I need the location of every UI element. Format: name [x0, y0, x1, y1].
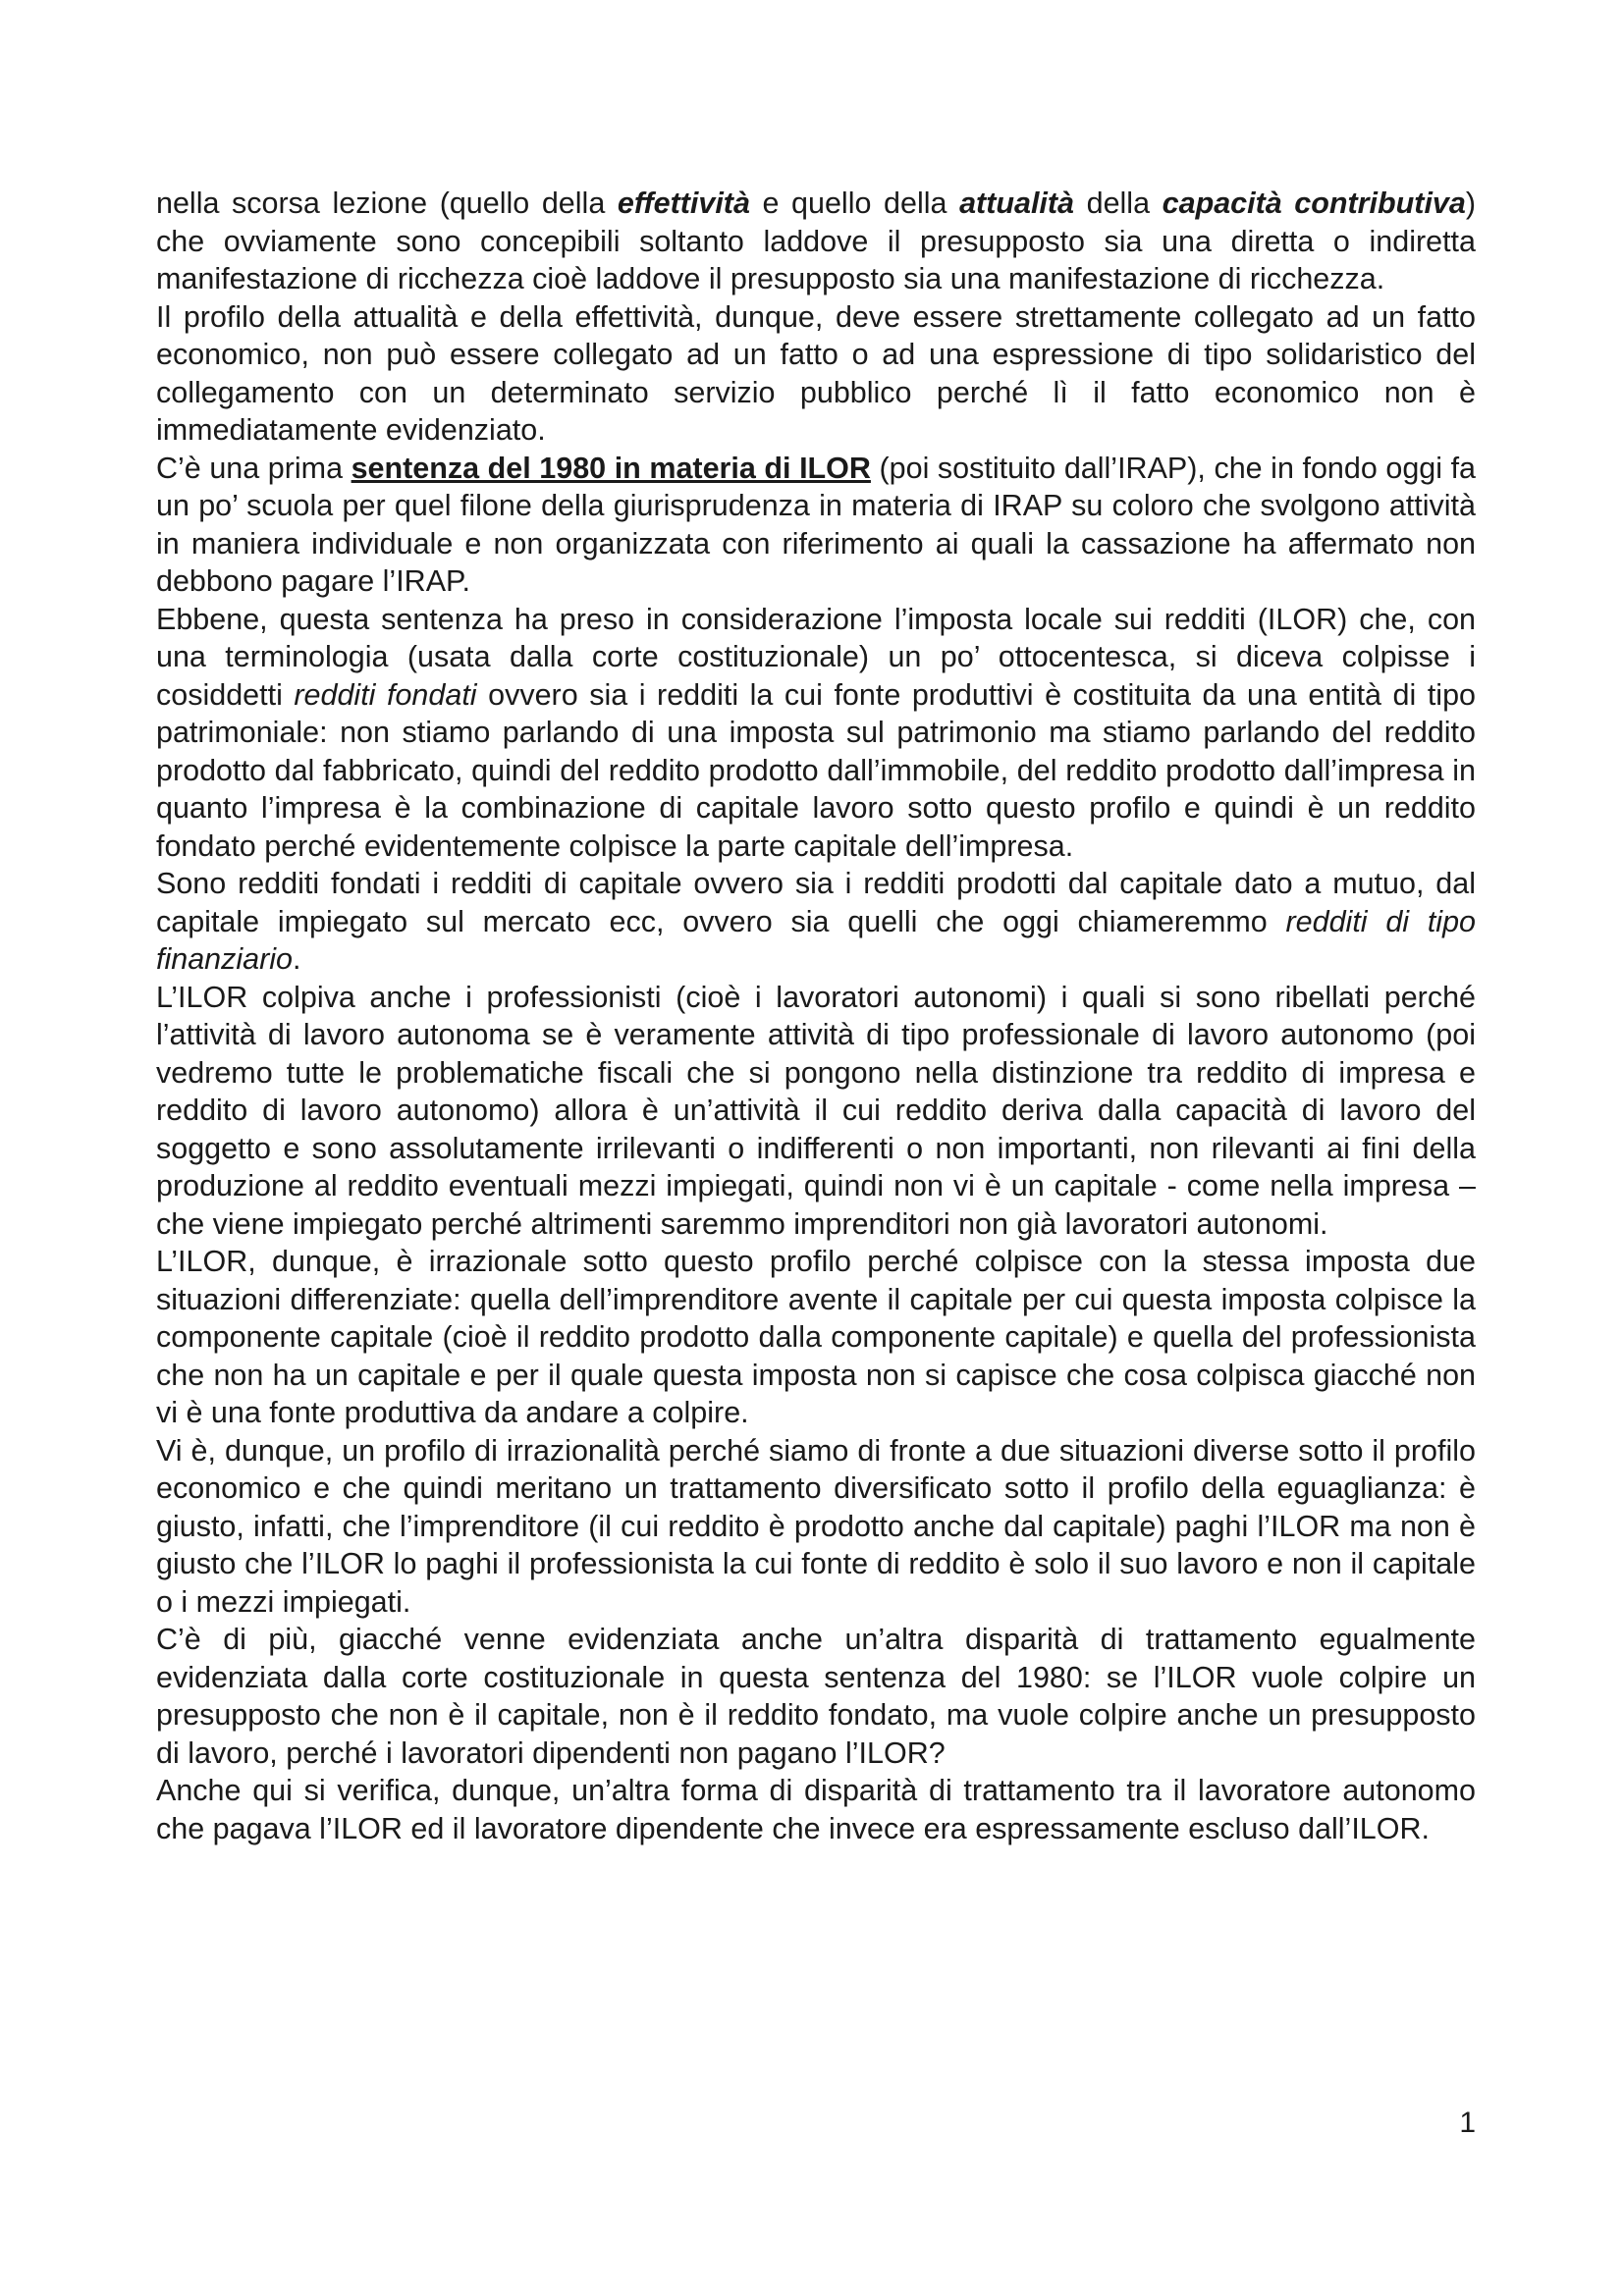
paragraph-7: L’ILOR, dunque, è irrazionale sotto questo profilo perché colpisce con la stessa imposta due situazioni differenziate: quella dell’imprenditore avente il capitale per cui questa imposta colpisce la componente capitale (cioè il reddito prodotto dalla componente capitale) e quella del professionista che non ha un capitale e per il quale questa imposta non si capisce che cosa colpisca giacché non vi è una fonte produttiva da andare a colpire. — [156, 1245, 1476, 1429]
term-capacita-contributiva: capacità contributiva — [1162, 187, 1466, 220]
highlight-sentenza-1980: sentenza del 1980 in materia di ILOR — [351, 451, 871, 485]
paragraph-3 — [156, 450, 1476, 601]
term-effettivita: effettività — [617, 187, 750, 220]
term-redditi-finanziari: redditi di tipo finanziario — [156, 904, 1476, 976]
document-page — [156, 185, 1476, 1847]
paragraph-8: Vi è, dunque, un profilo di irrazionalità perché siamo di fronte a due situazioni diverse sotto il profilo economico e che quindi meritano un trattamento diversificato sotto il profilo della eguaglianza: è giusto, infatti, che l’imprenditore (il cui reddito è prodotto anche dal capitale) paghi l’ILOR ma non è giusto che l’ILOR lo paghi il professionista la cui fonte di reddito è solo il suo lavoro e non il capitale o i mezzi impiegati. — [156, 1433, 1476, 1619]
text-segment: ovvero sia i redditi la cui fonte produttivi è costituita da una entità di tipo patrimoniale: non stiamo parlando di una imposta sul patrimonio ma stiamo parlando del reddito prodotto dal fabbricato, quindi del reddito prodotto dall’immobile, del reddito prodotto dall’impresa in quanto l’impresa è la combinazione di capitale lavoro sotto questo profilo e quindi è un reddito fondato perché evidentemente colpisce la parte capitale dell’impresa. — [156, 677, 1476, 863]
text-segment: nella scorsa lezione (quello della — [156, 187, 618, 220]
page-number: 1 — [1459, 2107, 1476, 2139]
text-segment: e quello della — [749, 187, 960, 220]
text-segment: della — [1074, 187, 1163, 220]
paragraph-10: Anche qui si verifica, dunque, un’altra forma di disparità di trattamento tra il lavoratore autonomo che pagava l’ILOR ed il lavoratore dipendente che invece era espressamente escluso dall’ILOR. — [156, 1774, 1476, 1845]
term-redditi-fondati: redditi fondati — [294, 677, 477, 712]
text-segment: Sono redditi fondati i redditi di capitale ovvero sia i redditi prodotti dal capitale dato a mutuo, dal capitale impiegato sul mercato ecc, ovvero sia quelli che oggi chiameremmo — [156, 867, 1476, 938]
paragraph-9: C’è di più, giacché venne evidenziata anche un’altra disparità di trattamento egualmente evidenziata dalla corte costituzionale in questa sentenza del 1980: se l’ILOR vuole colpire un presupposto che non è il capitale, non è il reddito fondato, ma vuole colpire anche un presupposto di lavoro, perché i lavoratori dipendenti non pagano l’ILOR? — [156, 1623, 1476, 1770]
text-segment: ) che ovviamente sono concepibili soltanto laddove il presupposto sia una diretta o indiretta manifestazione di ricchezza cioè laddove il presupposto sia una manifestazione di ricchezza. — [156, 187, 1477, 295]
paragraph-6: L’ILOR colpiva anche i professionisti (cioè i lavoratori autonomi) i quali si sono ribellati perché l’attività di lavoro autonoma se è veramente attività di tipo professionale di lavoro autonomo (poi vedremo tutte le problematiche fiscali che si pongono nella distinzione tra reddito di impresa e reddito di lavoro autonomo) allora è un’attività il cui reddito deriva dalla capacità di lavoro del soggetto e sono assolutamente irrilevanti o indifferenti o non importanti, non rilevanti ai fini della produzione al reddito eventuali mezzi impiegati, quindi non vi è un capitale - come nella impresa – che viene impiegato perché altrimenti saremmo imprenditori non già lavoratori autonomi. — [156, 980, 1476, 1241]
term-attualita: attualità — [959, 187, 1075, 220]
text-segment: C’è una prima — [156, 451, 352, 485]
paragraph-2: Il profilo della attualità e della effettività, dunque, deve essere strettamente collegato ad un fatto economico, non può essere collegato ad un fatto o ad una espressione di tipo solidaristico del collegamento con un determinato servizio pubblico perché lì il fatto economico non è immediatamente evidenziato. — [156, 299, 1476, 447]
text-segment: . — [293, 942, 301, 976]
text-segment: Ebbene, questa sentenza ha preso in considerazione l’imposta locale sui redditi (ILOR) che, con una terminologia (usata dalla corte costituzionale) un po’ ottocentesca, si diceva colpisse i cosiddetti — [156, 602, 1476, 712]
paragraph-1 — [156, 185, 1476, 298]
paragraph-4 — [156, 601, 1476, 866]
paragraph-5 — [156, 865, 1476, 979]
text-segment: (poi sostituito dall’IRAP), che in fondo oggi fa un po’ scuola per quel filone della giurisprudenza in materia di IRAP su coloro che svolgono attività in maniera individuale e non organizzata con riferimento ai quali la cassazione ha affermato non debbono pagare l’IRAP. — [156, 451, 1477, 598]
